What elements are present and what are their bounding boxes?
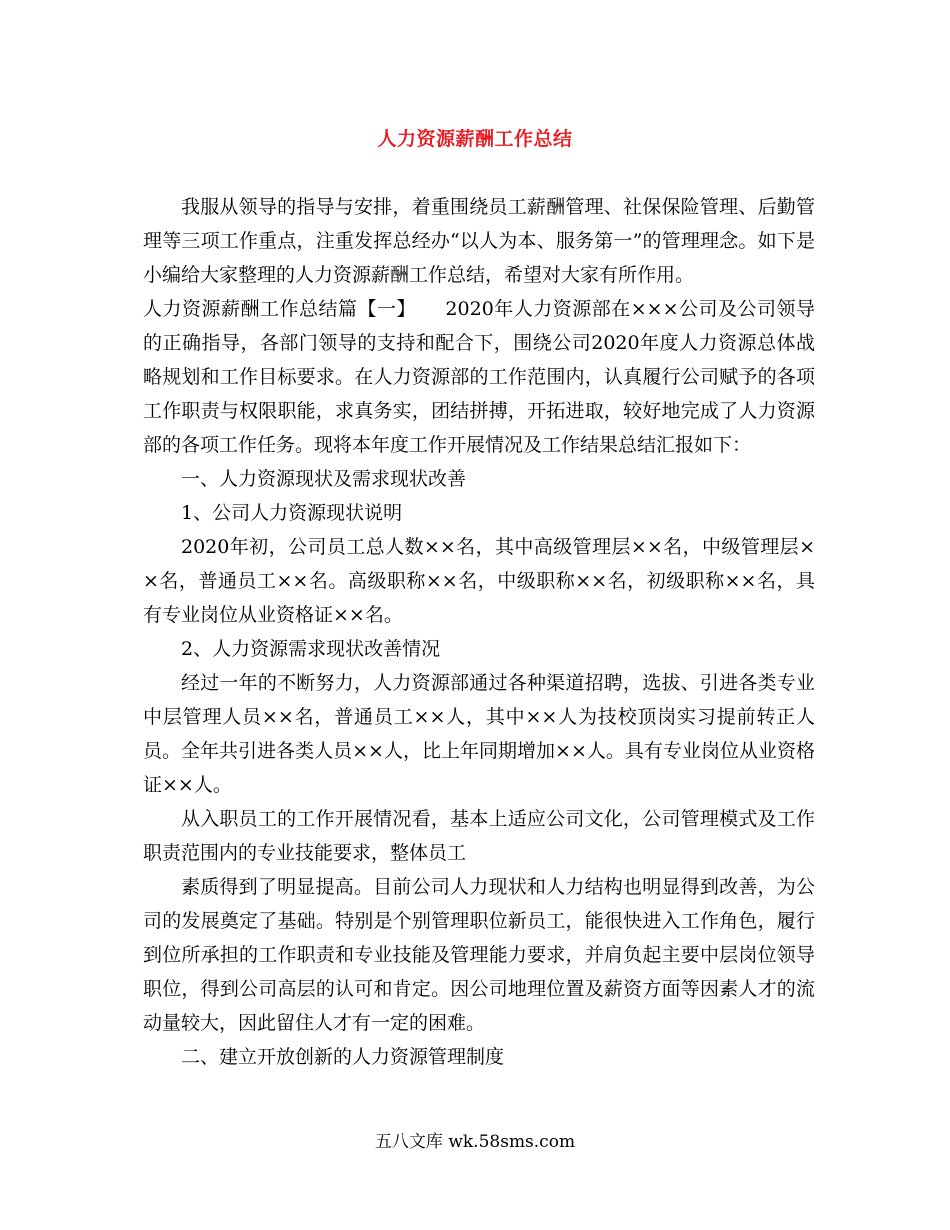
- paragraph-quality: 素质得到了明显提高。目前公司人力现状和人力结构也明显得到改善，为公司的发展奠定了基础。特别是个别管理职位新员工，能很快进入工作角色，履行到位所承担的工作职责和专业技能及管理能力要求，并肩负起主要中层岗位领导职位，得到公司高层的认可和肯定。因公司地理位置及薪资方面等因素人才的流动量较大，因此留住人才有一定的困难。: [143, 876, 815, 1034]
- footer-watermark: 五八文库 wk.58sms.com: [374, 1132, 576, 1152]
- document-body: [143, 190, 815, 1074]
- paragraph-new-staff: 从入职员工的工作开展情况看，基本上适应公司文化，公司管理模式及工作职责范围内的专业技能要求，整体员工: [143, 808, 815, 864]
- paragraph-intro: 我服从领导的指导与安排，着重围绕员工薪酬管理、社保保险管理、后勤管理等三项工作重点，注重发挥总经办“以人为本、服务第一”的管理理念。如下是小编给大家整理的人力资源薪酬工作总结，希望对大家有所作用。: [143, 196, 815, 286]
- heading-section-1: 一、人力资源现状及需求现状改善: [181, 468, 467, 490]
- document-title: 人力资源薪酬工作总结: [377, 128, 573, 150]
- subheading-1-1: 1、公司人力资源现状说明: [181, 502, 403, 524]
- heading-section-2: 二、建立开放创新的人力资源管理制度: [181, 1046, 505, 1068]
- paragraph-recruitment: 经过一年的不断努力，人力资源部通过各种渠道招聘，选拔、引进各类专业中层管理人员××名，普通员工××人，其中××人为技校顶岗实习提前转正人员。全年共引进各类人员××人，比上年同期增加××人。具有专业岗位从业资格证××人。: [143, 672, 815, 796]
- subheading-1-2: 2、人力资源需求现状改善情况: [181, 638, 441, 660]
- paragraph-section-one-intro: 人力资源薪酬工作总结篇【一】 2020年人力资源部在×××公司及公司领导的正确指导，各部门领导的支持和配合下，围绕公司2020年度人力资源总体战略规划和工作目标要求。在人力资源部的工作范围内，认真履行公司赋予的各项工作职责与权限职能，求真务实，团结拼搏，开拓进取，较好地完成了人力资源部的各项工作任务。现将本年度工作开展情况及工作结果总结汇报如下：: [143, 298, 815, 456]
- paragraph-staff-status: 2020年初，公司员工总人数××名，其中高级管理层××名，中级管理层××名，普通员工××名。高级职称××名，中级职称××名，初级职称××名，具有专业岗位从业资格证××名。: [143, 536, 815, 626]
